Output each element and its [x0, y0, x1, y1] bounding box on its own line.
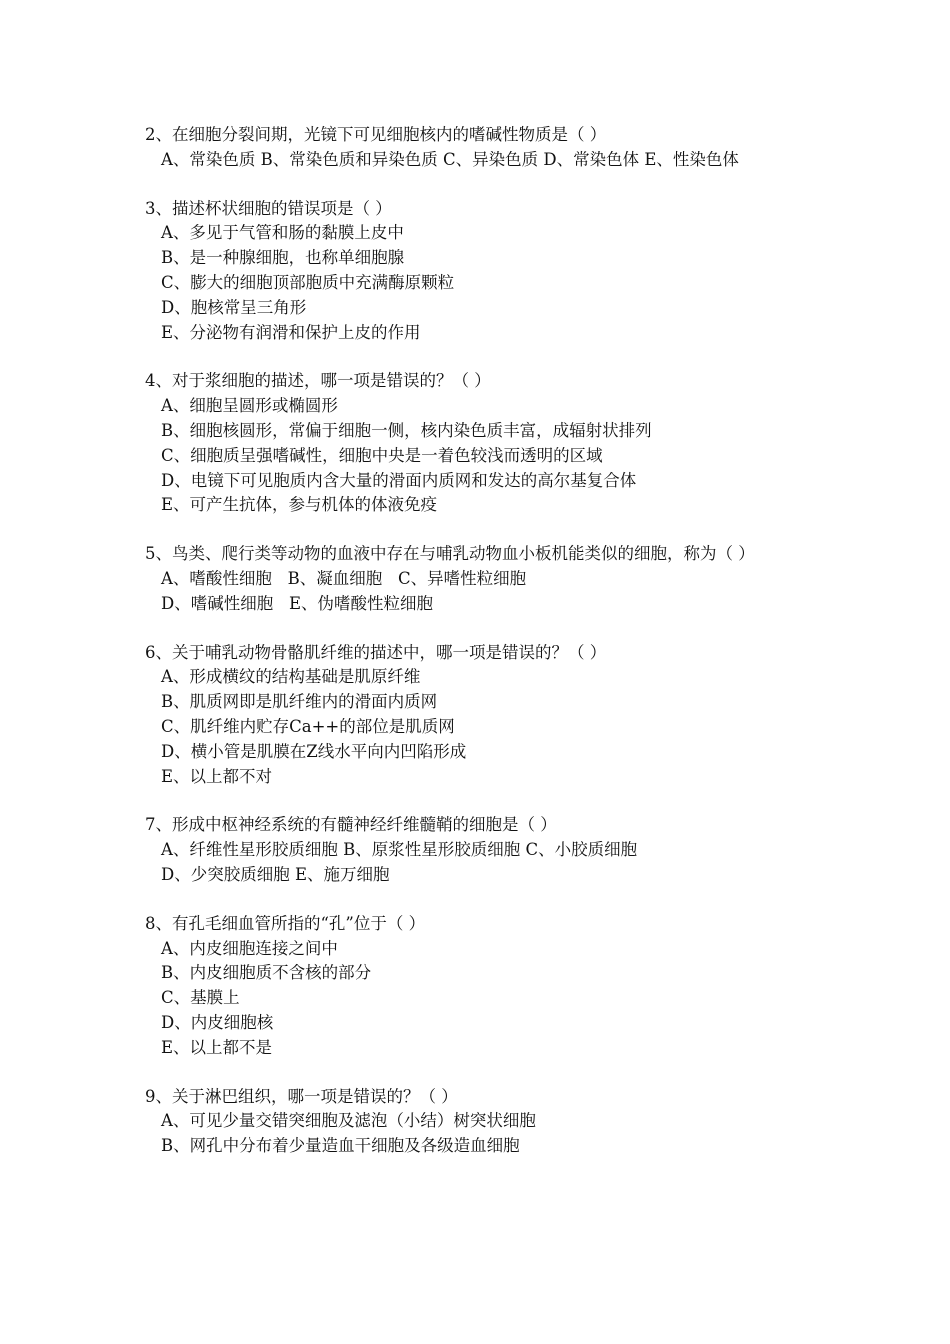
question-stem: 2、在细胞分裂间期，光镜下可见细胞核内的嗜碱性物质是（ ） — [145, 125, 607, 144]
option-line-1: A、嗜酸性细胞 B、凝血细胞 C、异嗜性粒细胞 — [161, 568, 527, 588]
question-8 — [145, 912, 815, 1061]
option-b: B、内皮细胞质不含核的部分 — [161, 963, 372, 983]
question-stem: 4、对于浆细胞的描述，哪一项是错误的？（ ） — [145, 371, 491, 391]
option-line-1: A、纤维性星形胶质细胞 B、原浆性星形胶质细胞 C、小胶质细胞 — [161, 840, 638, 860]
option-e: E、可产生抗体，参与机体的体液免疫 — [161, 495, 438, 515]
option-b: B、是一种腺细胞，也称单细胞腺 — [161, 248, 405, 268]
option-e: E、以上都不对 — [161, 766, 273, 786]
option-c: C、细胞质呈强嗜碱性，细胞中央是一着色较浅而透明的区域 — [161, 445, 603, 465]
question-options-inline: A、常染色质 B、常染色质和异染色质 C、异染色质 D、常染色体 E、性染色体 — [161, 149, 739, 169]
question-4 — [145, 369, 815, 518]
question-5 — [145, 542, 815, 616]
option-e: E、以上都不是 — [161, 1037, 273, 1057]
option-d: D、电镜下可见胞质内含大量的滑面内质网和发达的高尔基复合体 — [161, 470, 637, 490]
option-a: A、可见少量交错突细胞及滤泡（小结）树突状细胞 — [161, 1111, 536, 1131]
question-stem: 7、形成中枢神经系统的有髓神经纤维髓鞘的细胞是（ ） — [145, 815, 557, 835]
question-2 — [145, 123, 815, 173]
option-e: E、分泌物有润滑和保护上皮的作用 — [161, 322, 421, 342]
option-a: A、细胞呈圆形或椭圆形 — [161, 396, 338, 416]
option-a: A、形成横纹的结构基础是肌原纤维 — [161, 667, 421, 687]
option-d: D、内皮细胞核 — [161, 1012, 274, 1032]
option-line-2: D、嗜碱性细胞 E、伪嗜酸性粒细胞 — [161, 593, 434, 613]
option-b: B、细胞核圆形，常偏于细胞一侧，核内染色质丰富，成辐射状排列 — [161, 420, 652, 440]
option-d: D、横小管是肌膜在Z线水平向内凹陷形成 — [161, 741, 467, 761]
question-stem: 8、有孔毛细血管所指的“孔”位于（ ） — [145, 913, 426, 933]
document-body — [145, 123, 815, 1183]
question-6 — [145, 641, 815, 790]
question-7 — [145, 813, 815, 887]
option-a: A、内皮细胞连接之间中 — [161, 938, 338, 958]
question-stem: 9、关于淋巴组织，哪一项是错误的？（ ） — [145, 1086, 458, 1106]
option-c: C、肌纤维内贮存Ca++的部位是肌质网 — [161, 716, 455, 736]
question-stem: 5、鸟类、爬行类等动物的血液中存在与哺乳动物血小板机能类似的细胞，称为（ ） — [145, 544, 755, 564]
option-line-2: D、少突胶质细胞 E、施万细胞 — [161, 864, 390, 884]
question-stem: 6、关于哺乳动物骨骼肌纤维的描述中，哪一项是错误的？（ ） — [145, 642, 607, 662]
question-stem: 3、描述杯状细胞的错误项是（ ） — [145, 198, 392, 218]
option-c: C、基膜上 — [161, 988, 240, 1008]
option-b: B、网孔中分布着少量造血干细胞及各级造血细胞 — [161, 1136, 520, 1156]
option-b: B、肌质网即是肌纤维内的滑面内质网 — [161, 692, 438, 712]
option-a: A、多见于气管和肠的黏膜上皮中 — [161, 223, 404, 243]
option-c: C、膨大的细胞顶部胞质中充满酶原颗粒 — [161, 272, 455, 292]
question-3 — [145, 197, 815, 346]
option-d: D、胞核常呈三角形 — [161, 297, 307, 317]
question-9 — [145, 1085, 815, 1159]
